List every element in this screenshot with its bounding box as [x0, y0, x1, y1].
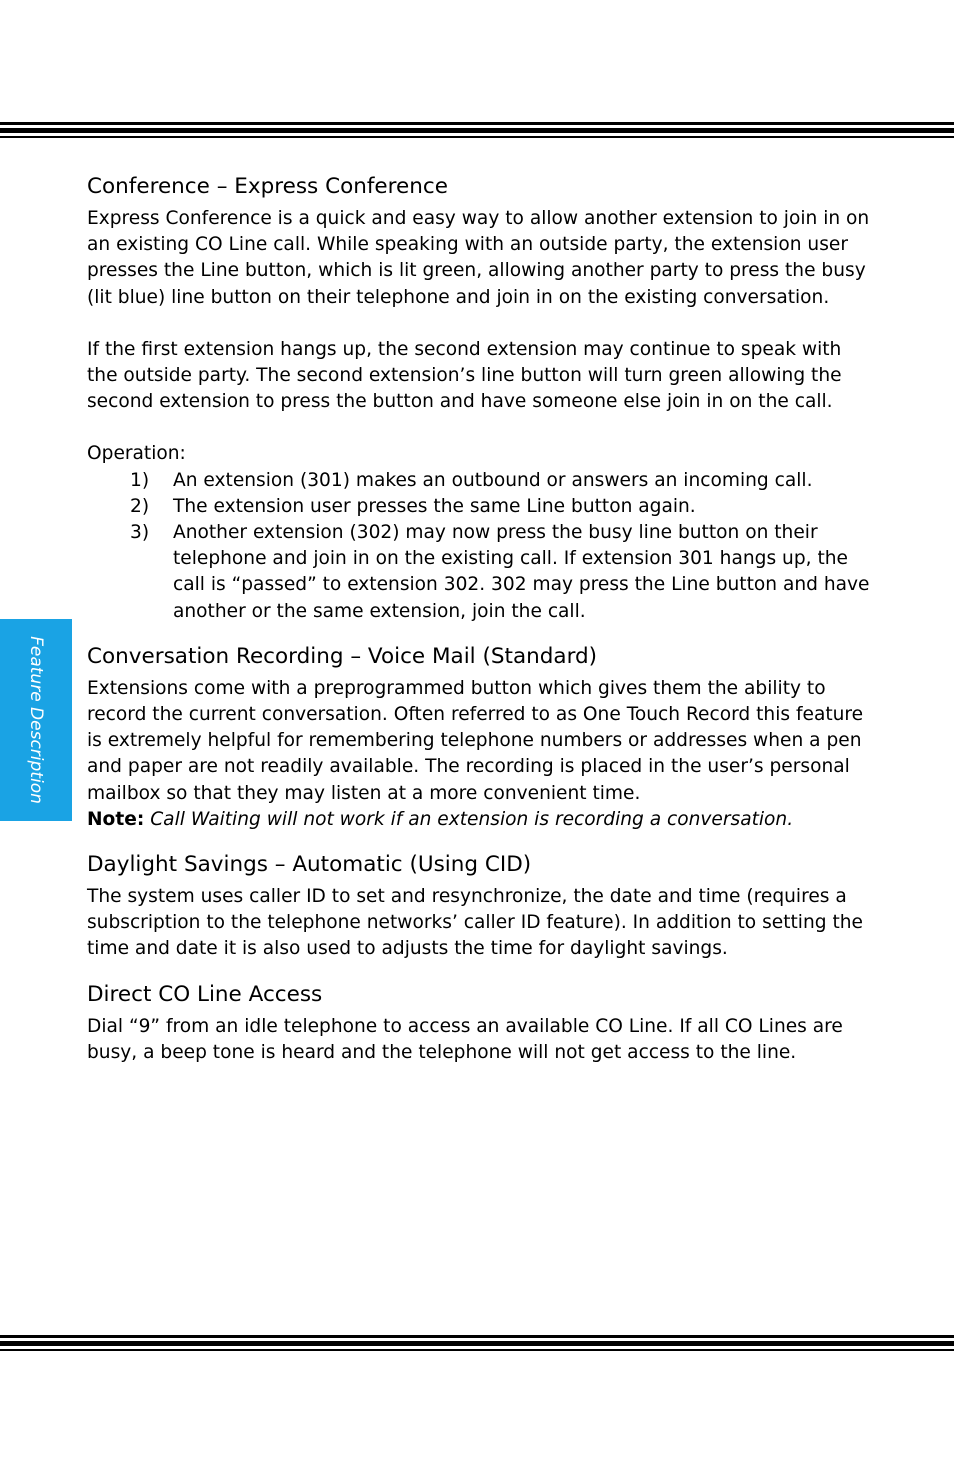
recording-note	[87, 807, 877, 833]
step-text: The extension user presses the same Line button again.	[173, 495, 696, 517]
daylight-paragraph: The system uses caller ID to set and resynchronize, the date and time (requires a subscription to the telephone networks’ caller ID feature). In addition to setting the time and date it is also used to adjusts the time for daylight savings.	[87, 886, 863, 960]
step-number: 2)	[130, 495, 150, 517]
note-label: Note:	[87, 808, 145, 830]
step-text: An extension (301) makes an outbound or answers an incoming call.	[173, 469, 813, 491]
operation-step	[87, 468, 877, 494]
operation-label: Operation:	[87, 443, 186, 465]
section-title-conference: Conference – Express Conference	[87, 174, 448, 199]
section-title-daylight: Daylight Savings – Automatic (Using CID)	[87, 852, 532, 878]
operation-steps	[87, 468, 877, 625]
direct-paragraph: Dial “9” from an idle telephone to access an available CO Line. If all CO Lines are busy, a beep tone is heard and the telephone will not get access to the line.	[87, 1015, 843, 1063]
conference-paragraph-2: If the first extension hangs up, the second extension may continue to speak with the outside party. The second extension’s line button will turn green allowing the second extension to press the button and have someone else join in on the call.	[87, 338, 842, 413]
section-title-direct: Direct CO Line Access	[87, 981, 323, 1007]
side-tab	[0, 619, 72, 821]
section-title-recording: Conversation Recording – Voice Mail (Standard)	[87, 643, 598, 669]
operation-step	[87, 520, 877, 625]
operation-step	[87, 494, 877, 520]
note-text: Call Waiting will not work if an extension is recording a conversation.	[150, 808, 794, 830]
page-content	[87, 172, 877, 1066]
recording-paragraph: Extensions come with a preprogrammed button which gives them the ability to record the current conversation. Often referred to as One Touch Record this feature is extremely helpful for remembering telephone numbers or addresses when a pen and paper are not readily available. The recording is placed in the user’s personal mailbox so that they may listen at a more convenient time.	[87, 677, 864, 804]
step-number: 1)	[130, 469, 150, 491]
side-tab-label: Feature Description	[26, 636, 46, 804]
step-number: 3)	[130, 522, 150, 544]
conference-paragraph-1: Express Conference is a quick and easy way to allow another extension to join in on an existing CO Line call. While speaking with an outside party, the extension user presses the Line button, which is lit green, allowing another party to press the busy (lit blue) line button on their telephone and join in on the existing conversation.	[87, 208, 870, 308]
step-text: Another extension (302) may now press the busy line button on their telephone and join in on the existing call. If extension 301 hangs up, the call is “passed” to extension 302. 302 may press the Line button and have another or the same extension, join the call.	[173, 522, 870, 622]
